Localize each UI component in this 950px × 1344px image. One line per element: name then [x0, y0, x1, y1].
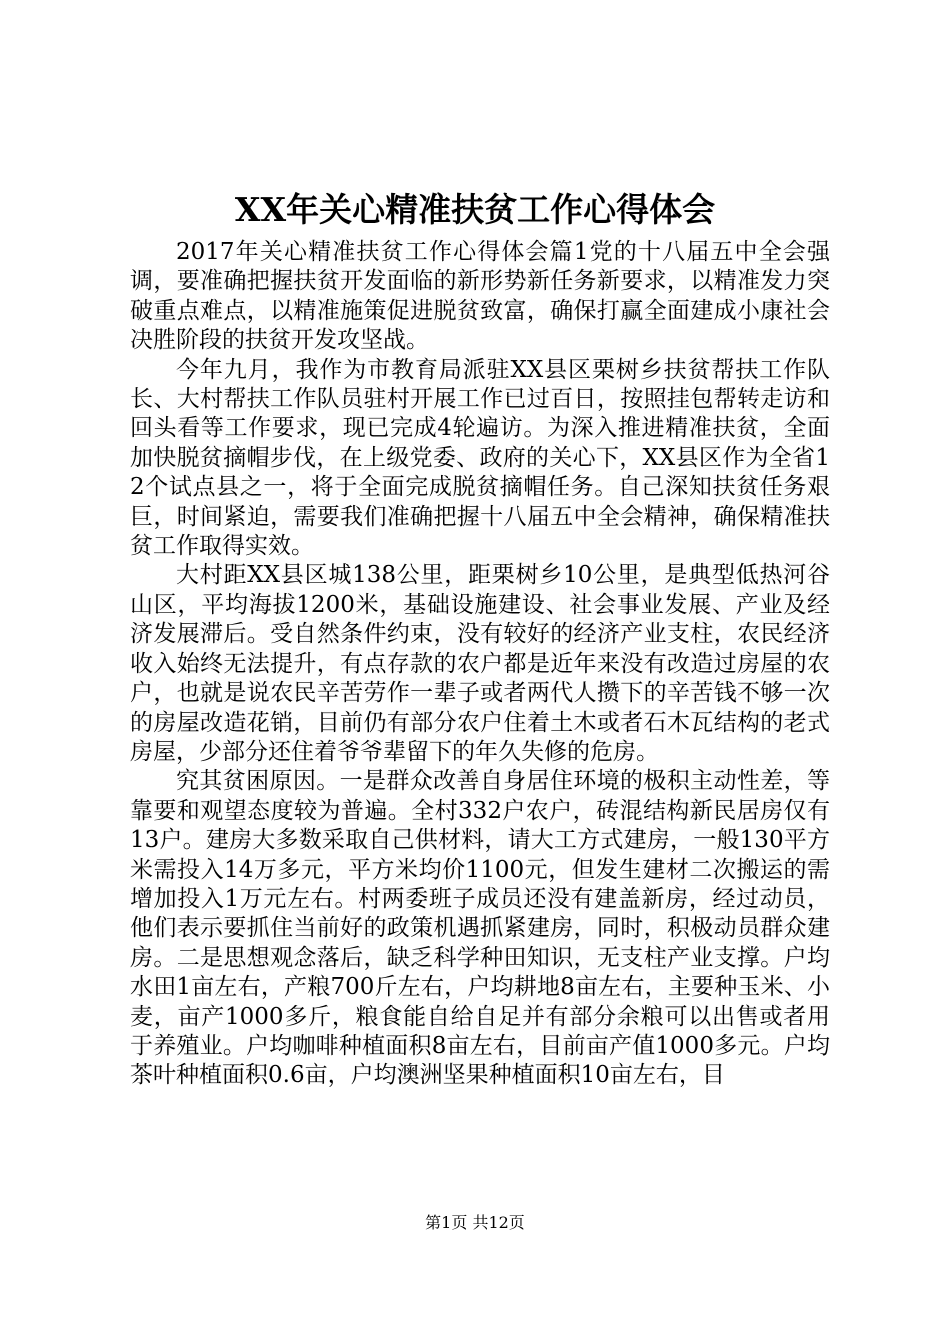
document-body	[130, 238, 830, 1091]
paragraph-2: 今年九月，我作为市教育局派驻XX县区栗树乡扶贫帮扶工作队长、大村帮扶工作队员驻村开展工作已过百日，按照挂包帮转走访和回头看等工作要求，现已完成4轮遍访。为深入推进精准扶贫，全面加快脱贫摘帽步伐，在上级党委、政府的关心下，XX县区作为全省12个试点县之一，将于全面完成脱贫摘帽任务。自己深知扶贫任务艰巨，时间紧迫，需要我们准确把握十八届五中全会精神，确保精准扶贫工作取得实效。	[130, 356, 830, 560]
paragraph-4: 究其贫困原因。一是群众改善自身居住环境的极积主动性差，等靠要和观望态度较为普遍。全村332户农户，砖混结构新民居房仅有13户。建房大多数采取自己供材料，请大工方式建房，一般130平方米需投入14万多元，平方米均价1100元，但发生建材二次搬运的需增加投入1万元左右。村两委班子成员还没有建盖新房，经过动员，他们表示要抓住当前好的政策机遇抓紧建房，同时，积极动员群众建房。二是思想观念落后，缺乏科学种田知识，无支柱产业支撑。户均水田1亩左右，产粮700斤左右，户均耕地8亩左右，主要种玉米、小麦，亩产1000多斤，粮食能自给自足并有部分余粮可以出售或者用于养殖业。户均咖啡种植面积8亩左右，目前亩产值1000多元。户均茶叶种植面积0.6亩，户均澳洲坚果种植面积10亩左右，目	[130, 768, 830, 1089]
page-footer: 第1页 共12页	[425, 1213, 525, 1232]
paragraph-1: 2017年关心精准扶贫工作心得体会篇1党的十八届五中全会强调，要准确把握扶贫开发面临的新形势新任务新要求，以精准发力突破重点难点，以精准施策促进脱贫致富，确保打赢全面建成小康社会决胜阶段的扶贫开发攻坚战。	[130, 239, 830, 354]
document-title: XX年关心精准扶贫工作心得体会	[234, 190, 716, 229]
paragraph-3: 大村距XX县区城138公里，距栗树乡10公里，是典型低热河谷山区，平均海拔1200米，基础设施建设、社会事业发展、产业及经济发展滞后。受自然条件约束，没有较好的经济产业支柱，农民经济收入始终无法提升，有点存款的农户都是近年来没有改造过房屋的农户，也就是说农民辛苦劳作一辈子或者两代人攒下的辛苦钱不够一次的房屋改造花销，目前仍有部分农户住着土木或者石木瓦结构的老式房屋，少部分还住着爷爷辈留下的年久失修的危房。	[130, 562, 830, 765]
